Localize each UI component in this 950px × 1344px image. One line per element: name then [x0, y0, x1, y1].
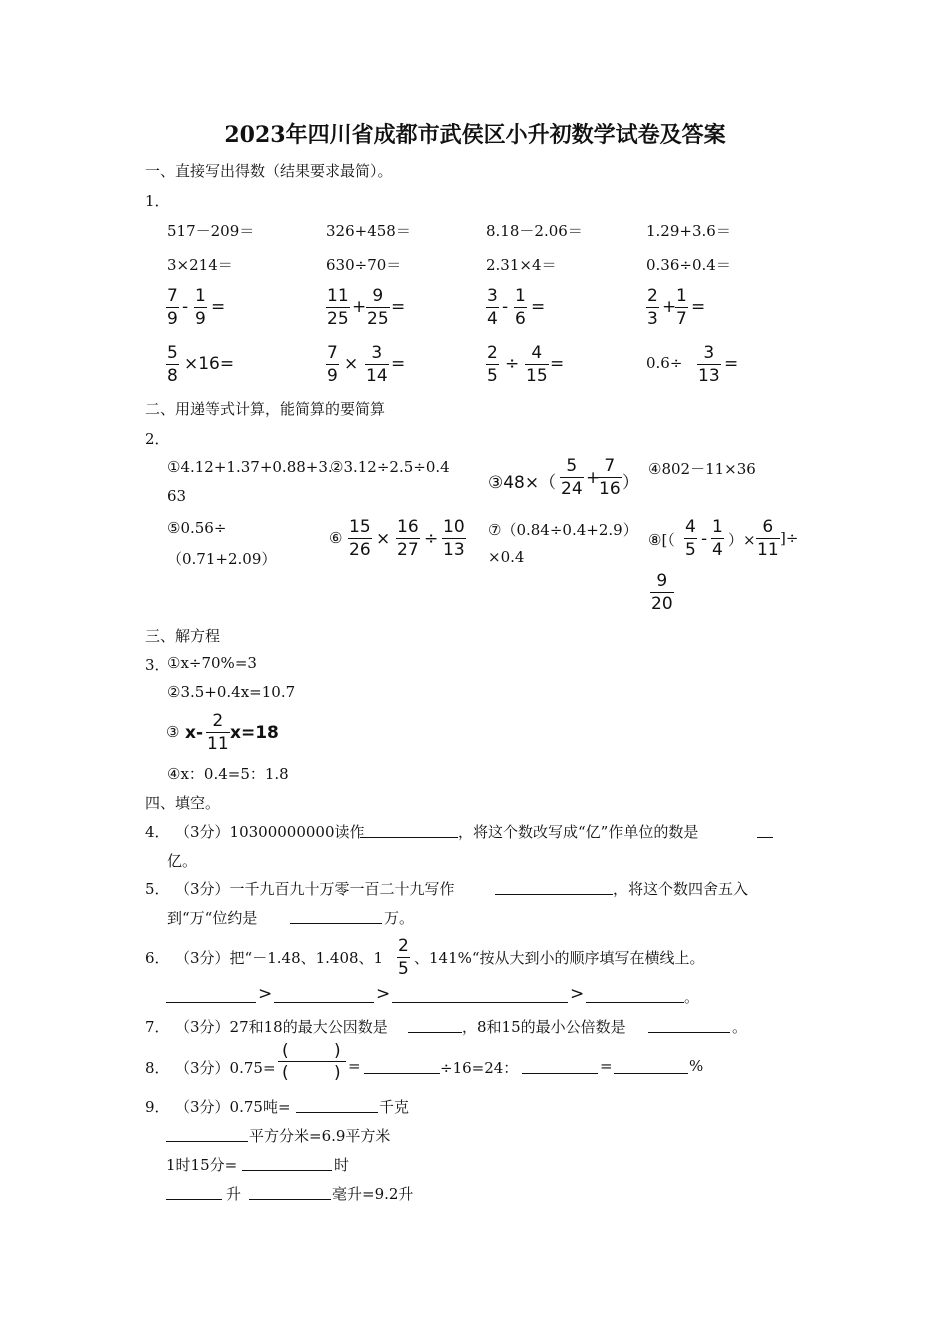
left-paren: (: [282, 1063, 289, 1083]
fraction: 3 4: [487, 286, 498, 329]
answer-blank[interactable]: [290, 909, 382, 924]
calc-prefix: ⑧[（: [648, 531, 675, 549]
fraction: 4 5: [685, 517, 696, 560]
question-text: 时: [334, 1156, 350, 1174]
calc-item: 517－209＝: [167, 222, 255, 240]
operator: ÷: [505, 354, 520, 374]
equals: =: [724, 354, 739, 374]
answer-blank[interactable]: [249, 1185, 331, 1200]
greater-than: >: [258, 984, 273, 1004]
answer-blank[interactable]: [392, 988, 568, 1003]
fraction: 7 9: [167, 286, 178, 329]
fraction: 2 5: [398, 936, 409, 979]
section-1-heading: 一、直接写出得数（结果要求最简）。: [145, 162, 393, 180]
calc-prefix: ③48×（: [488, 473, 557, 493]
fraction: 15 26: [349, 517, 371, 560]
answer-blank[interactable]: [166, 1185, 222, 1200]
equals: =: [691, 297, 706, 317]
percent-sign: %: [689, 1057, 704, 1075]
question-number: 8．: [145, 1059, 170, 1077]
answer-blank[interactable]: [166, 988, 256, 1003]
operator: -: [701, 529, 708, 549]
equals: =: [531, 297, 546, 317]
calc-item: 3×214＝: [167, 256, 233, 274]
answer-blank[interactable]: [495, 880, 613, 895]
calc-item: 0.36÷0.4＝: [646, 256, 731, 274]
greater-than: >: [570, 984, 585, 1004]
question-text: 千克: [379, 1098, 410, 1116]
question-number: 5．: [145, 880, 170, 898]
question-text: 、141%“按从大到小的顺序填写在横线上。: [414, 949, 705, 967]
blank-fraction[interactable]: [278, 1041, 346, 1083]
fraction: 5 8: [167, 343, 178, 386]
question-number: 2．: [145, 430, 170, 448]
equation: ②3.5+0.4x=10.7: [167, 683, 296, 701]
calc-prefix: ⑥: [329, 529, 343, 547]
answer-blank[interactable]: [614, 1059, 688, 1074]
equals: =: [600, 1057, 613, 1075]
answer-blank[interactable]: [757, 823, 773, 838]
question-text: 亿。: [167, 852, 198, 870]
question-number: 3．: [145, 656, 170, 674]
fraction: 1 6: [515, 286, 526, 329]
equation-var: x-: [185, 723, 204, 743]
equals: =: [211, 297, 226, 317]
fraction: 10 13: [443, 517, 465, 560]
answer-blank[interactable]: [166, 1127, 248, 1142]
fraction: 3 14: [366, 343, 388, 386]
fraction: 2 11: [207, 711, 229, 754]
operator: ×: [376, 529, 391, 549]
calc-prefix: 0.6÷: [646, 354, 683, 372]
fraction: 9 20: [651, 571, 673, 614]
section-3-heading: 三、解方程: [145, 627, 221, 645]
calc-item: ②3.12÷2.5÷0.4: [330, 458, 450, 476]
calc-item: 630÷70＝: [326, 256, 402, 274]
question-text: 毫升=9.2升: [332, 1185, 414, 1203]
answer-blank[interactable]: [364, 1059, 440, 1074]
calc-item: ⑤0.56÷: [167, 519, 227, 537]
fraction: 1 4: [712, 517, 723, 560]
question-number: 1．: [145, 192, 170, 210]
question-text: ，8和15的最小公倍数是: [462, 1018, 626, 1036]
answer-blank[interactable]: [408, 1018, 462, 1033]
fraction: 2 5: [487, 343, 498, 386]
question-text: 到“万“位约是: [167, 909, 258, 927]
question-text: 。: [732, 1018, 748, 1036]
fraction: 1 7: [676, 286, 687, 329]
calc-rest: ×16=: [184, 354, 235, 374]
fraction: 6 11: [757, 517, 779, 560]
equals: =: [391, 354, 406, 374]
question-text: （3分）把“－1.48、1.408、1: [175, 949, 384, 967]
calc-item: ⑦（0.84÷0.4+2.9）: [488, 521, 638, 539]
equals: =: [348, 1057, 361, 1075]
operator: ÷: [424, 529, 439, 549]
question-text: （3分）一千九百九十万零一百二十九写作: [175, 880, 455, 898]
fraction: 1 9: [195, 286, 206, 329]
fraction: 16 27: [397, 517, 419, 560]
question-number: 7．: [145, 1018, 170, 1036]
question-text: ，将这个数四舍五入: [613, 880, 749, 898]
left-paren: (: [282, 1041, 289, 1061]
calc-item: 326+458＝: [326, 222, 411, 240]
fraction: 4 15: [526, 343, 548, 386]
greater-than: >: [376, 984, 391, 1004]
question-text: （3分）10300000000读作: [175, 823, 365, 841]
calc-item: ④802－11×36: [648, 460, 756, 478]
question-text: ，将这个数改写成“亿”作单位的数是: [458, 823, 699, 841]
answer-blank[interactable]: [360, 823, 458, 838]
question-text: 万。: [384, 909, 415, 927]
section-4-heading: 四、填空。: [145, 794, 221, 812]
right-paren: ): [334, 1063, 341, 1083]
answer-blank[interactable]: [242, 1156, 332, 1171]
question-number: 9．: [145, 1098, 170, 1116]
calc-mid: ）×: [728, 531, 756, 549]
calc-item: 2.31×4＝: [486, 256, 557, 274]
page-title: 2023年四川省成都市武侯区小升初数学试卷及答案: [224, 122, 726, 148]
operator: -: [502, 297, 509, 317]
operator: +: [662, 297, 677, 317]
equation: ④x：0.4=5：1.8: [167, 765, 289, 783]
equals: =: [391, 297, 406, 317]
fraction: 7 9: [327, 343, 338, 386]
calc-item: 1.29+3.6＝: [646, 222, 731, 240]
question-text: 升: [226, 1185, 242, 1203]
question-text: ÷16=24：: [440, 1059, 519, 1077]
equation: ①x÷70%=3: [167, 654, 257, 672]
question-text: 1时15分=: [166, 1156, 238, 1174]
calc-item: ①4.12+1.37+0.88+3.: [167, 458, 333, 476]
calc-item: 63: [167, 487, 187, 505]
fraction: 11 25: [327, 286, 349, 329]
question-number: 4．: [145, 823, 170, 841]
fraction: 2 3: [647, 286, 658, 329]
answer-blank[interactable]: [648, 1018, 730, 1033]
calc-item: 8.18－2.06＝: [486, 222, 583, 240]
question-text: 平方分米=6.9平方米: [249, 1127, 391, 1145]
question-text: （3分）0.75=: [175, 1059, 276, 1077]
answer-blank[interactable]: [586, 988, 684, 1003]
equals: =: [550, 354, 565, 374]
fraction: 5 24: [561, 456, 583, 499]
answer-blank[interactable]: [522, 1059, 598, 1074]
answer-blank[interactable]: [274, 988, 374, 1003]
question-text: （3分）0.75吨=: [175, 1098, 291, 1116]
question-text: 。: [684, 988, 700, 1006]
calc-item: （0.71+2.09）: [167, 550, 277, 568]
fraction: 9 25: [367, 286, 389, 329]
question-number: 6．: [145, 949, 170, 967]
equation-prefix: ③: [166, 723, 180, 741]
operator: +: [352, 297, 367, 317]
answer-blank[interactable]: [296, 1098, 378, 1113]
right-paren: ): [334, 1041, 341, 1061]
question-text: （3分）27和18的最大公因数是: [175, 1018, 388, 1036]
fraction: 7 16: [599, 456, 621, 499]
equation-rest: x=18: [230, 723, 279, 743]
operator: +: [586, 468, 601, 488]
calc-suffix: ）: [622, 473, 639, 493]
fraction: 3 13: [698, 343, 720, 386]
fraction-bar: [278, 1061, 346, 1062]
section-2-heading: 二、用递等式计算，能简算的要简算: [145, 400, 386, 418]
operator: -: [182, 297, 189, 317]
calc-item: ×0.4: [488, 548, 525, 566]
operator: ×: [344, 354, 359, 374]
calc-suffix: ]÷: [780, 529, 799, 547]
